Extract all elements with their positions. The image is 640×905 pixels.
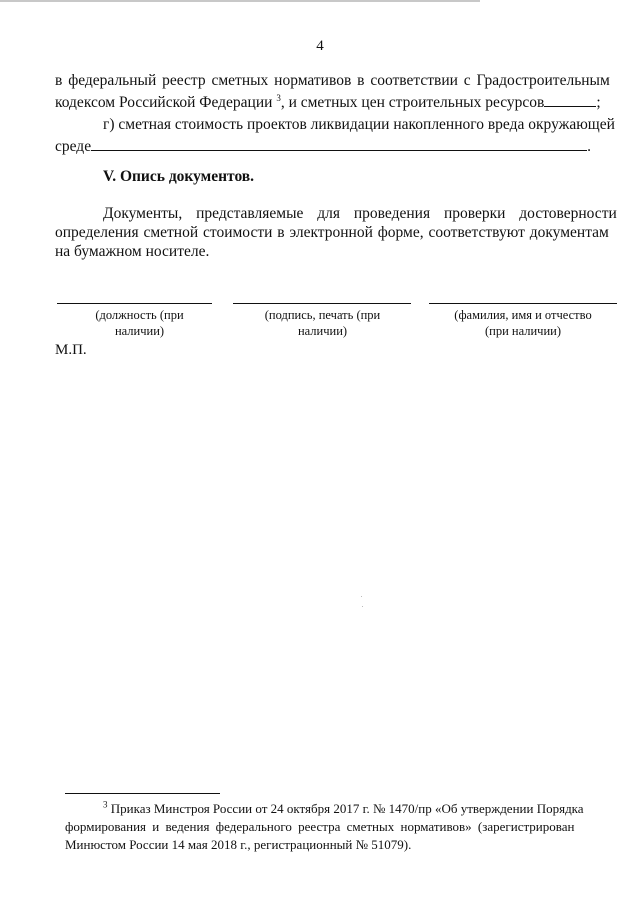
para-line-2 [55,92,610,114]
scan-speck [362,606,363,607]
position-caption [62,307,217,339]
footnote-line-3-text: Минюстом России 14 мая 2018 г., регистрационный № 51079). [65,837,412,852]
scan-edge-line [0,0,480,2]
stamp-place-label: М.П. [55,342,87,358]
section-body-line-1-text: Документы, представляемые для проведения проверки достоверности [103,205,617,222]
footnote-line-1 [103,800,610,817]
signature-line [233,303,411,304]
item-g-line-2-tail: . [587,138,591,155]
item-g-line-2-start: среде [55,138,92,155]
section-body-line-3 [55,241,610,263]
footnote-separator [65,793,220,794]
para-line-2-start: кодексом Российской Федерации [55,94,273,111]
footnote-marker: 3 [103,799,108,810]
signature-caption-line-1: (подпись, печать (при [264,308,381,322]
footnote-line-1-text: Приказ Минстроя России от 24 октября 2017 г. № 1470/пр «Об утверждении Порядка [110,801,584,816]
blank-fill-line-long [91,136,587,151]
footnote-line-2-text: формирования и ведения федерального реестра сметных нормативов» (зарегистрирован [65,819,575,834]
para-line-2-tail: ; [596,94,601,111]
para-line-1-text: в федеральный реестр сметных нормативов в соответствии с Градостроительным [55,72,610,89]
name-caption-line-2: (при наличии) [484,324,562,338]
name-caption-line-1: (фамилия, имя и отчество [454,308,592,322]
signature-caption-line-2: наличии) [297,324,348,338]
name-signature-line [429,303,617,304]
footnote-line-2 [65,818,610,835]
item-g-line-2 [55,136,610,158]
blank-fill-line [544,92,596,107]
item-g-line-1 [103,114,615,136]
position-signature-line [57,303,212,304]
position-caption-line-1: (должность (при [95,308,184,322]
section-body-line-3-text: на бумажном носителе. [55,243,210,260]
name-caption [428,307,618,339]
page-number: 4 [316,38,324,54]
section-body-line-2-text: определения сметной стоимости в электронной форме, соответствуют документам [55,224,609,241]
signature-caption [230,307,415,339]
scan-speck [361,596,362,597]
position-caption-line-2: наличии) [114,324,165,338]
footnote-line-3 [65,836,610,853]
section-heading: V. Опись документов. [103,168,255,185]
item-g-text: г) сметная стоимость проектов ликвидации накопленного вреда окружающей [103,116,615,133]
para-line-1 [55,70,610,92]
para-line-2-end: , и сметных цен строительных ресурсов [280,94,545,111]
footnote-reference: 3 [276,92,281,103]
